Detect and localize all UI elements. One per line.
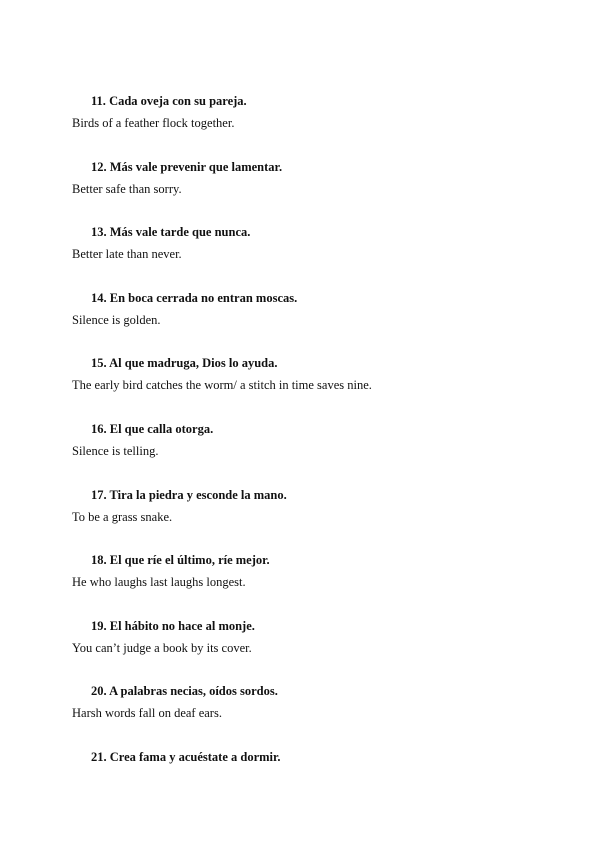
spanish-proverb	[72, 750, 572, 772]
spanish-proverb	[72, 356, 572, 378]
english-translation: Harsh words fall on deaf ears.	[72, 706, 222, 721]
item-number: 14.	[91, 290, 107, 305]
list-item	[72, 488, 572, 554]
spanish-proverb	[72, 422, 572, 444]
spanish-proverb	[72, 160, 572, 182]
list-item	[72, 291, 572, 357]
list-item	[72, 160, 572, 226]
item-number: 16.	[91, 421, 107, 436]
english-translation: Better late than never.	[72, 247, 182, 262]
english-translation: You can’t judge a book by its cover.	[72, 640, 252, 655]
item-number: 17.	[91, 487, 107, 502]
spanish-text: A palabras necias, oídos sordos.	[109, 684, 278, 699]
spanish-proverb	[72, 225, 572, 247]
list-item	[72, 422, 572, 488]
english-translation: Birds of a feather flock together.	[72, 116, 235, 130]
english-translation: The early bird catches the worm/ a stitch in time saves nine.	[72, 378, 372, 393]
spanish-text: Tira la piedra y esconde la mano.	[109, 487, 287, 502]
spanish-proverb	[72, 553, 572, 575]
list-item	[72, 94, 572, 160]
spanish-text: En boca cerrada no entran moscas.	[109, 290, 298, 305]
english-translation: Silence is telling.	[72, 443, 159, 458]
spanish-proverb	[72, 291, 572, 313]
list-item	[72, 356, 572, 422]
spanish-proverb	[72, 619, 572, 641]
spanish-proverb	[72, 488, 572, 510]
item-number: 12.	[91, 159, 107, 174]
spanish-proverb	[72, 94, 572, 116]
spanish-text: Cada oveja con su pareja.	[109, 94, 247, 108]
spanish-text: Al que madruga, Dios lo ayuda.	[109, 356, 278, 371]
english-translation	[72, 772, 572, 790]
spanish-text: Crea fama y acuéstate a dormir.	[109, 749, 281, 764]
item-number: 15.	[91, 356, 107, 371]
list-item	[72, 225, 572, 291]
spanish-text: El que calla otorga.	[109, 421, 214, 436]
item-number: 21.	[91, 749, 107, 764]
proverb-list	[72, 94, 572, 816]
spanish-text: Más vale tarde que nunca.	[109, 225, 251, 240]
list-item	[72, 750, 572, 816]
english-translation: Better safe than sorry.	[72, 181, 182, 196]
spanish-text: El hábito no hace al monje.	[109, 618, 255, 633]
spanish-proverb	[72, 684, 572, 706]
item-number: 18.	[91, 553, 107, 568]
spanish-text: Más vale prevenir que lamentar.	[109, 159, 283, 174]
item-number: 13.	[91, 225, 107, 240]
spanish-text: El que ríe el último, ríe mejor.	[109, 553, 270, 568]
item-number: 19.	[91, 618, 107, 633]
list-item	[72, 684, 572, 750]
english-translation: He who laughs last laughs longest.	[72, 575, 246, 590]
item-number: 11.	[91, 94, 106, 108]
english-translation: Silence is golden.	[72, 312, 161, 327]
english-translation: To be a grass snake.	[72, 509, 173, 524]
list-item	[72, 619, 572, 685]
item-number: 20.	[91, 684, 107, 699]
list-item	[72, 553, 572, 619]
